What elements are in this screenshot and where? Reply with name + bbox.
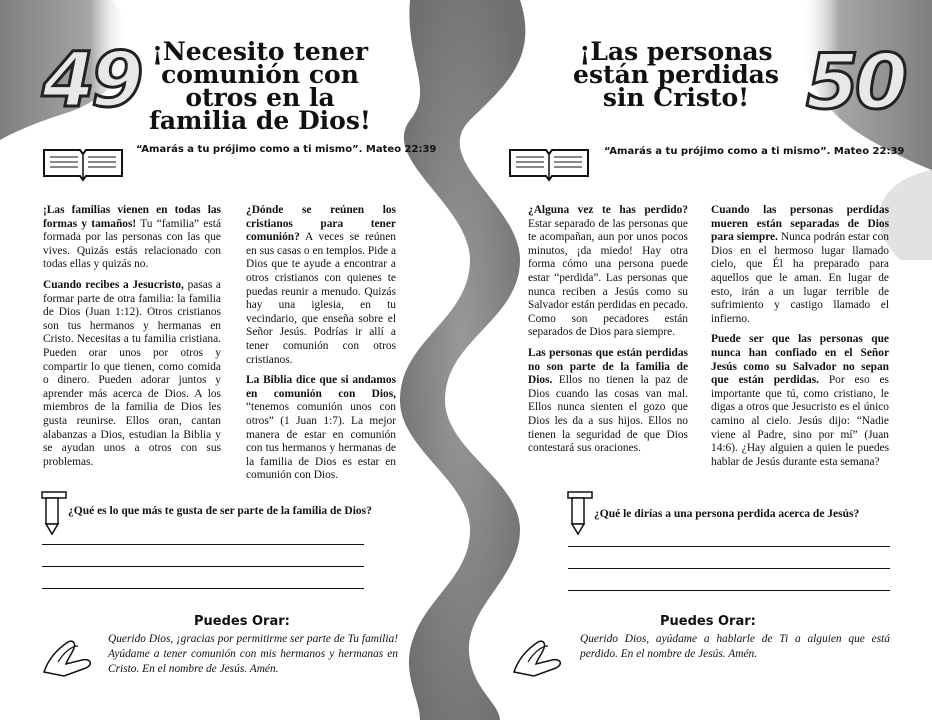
reflection-question: ¿Qué le dirías a una persona perdida acerca de Jesús?	[594, 508, 860, 520]
paragraph-text: pasas a formar parte de otra familia: la familia de Dios (Juan 1:12). Otros cristianos son tus hermanos y hermanas en Cristo. Necesitas a tu familia cristiana. Pueden orar unos por otros y compartir lo que tienen, como comida o dinero. Pueden adorar juntos y aprender más acerca de Dios. A los miembros de la familia de Dios les gusta reunirse. Ellos oran, cantan alabanzas a Dios, estudian la Biblia y se ayudan unos a otros con sus problemas.	[43, 278, 221, 468]
text-column-1	[528, 204, 688, 463]
praying-hands-icon	[38, 632, 100, 678]
prayer-title: Puedes Orar:	[660, 614, 756, 629]
right-page	[466, 0, 932, 720]
text-column-2	[711, 204, 889, 476]
open-bible-icon	[40, 142, 126, 184]
open-bible-icon	[506, 142, 592, 184]
text-column-1	[43, 204, 221, 476]
reflection-question: ¿Qué es lo que más te gusta de ser parte de la familia de Dios?	[68, 505, 372, 517]
page-title	[140, 37, 380, 135]
page-title	[546, 37, 806, 112]
title-line: sin Cristo!	[602, 83, 750, 112]
title-line: familia de Dios!	[149, 106, 371, 135]
paragraph-lead: Cuando las personas perdidas mueren están separadas de Dios para siempre.	[711, 204, 889, 244]
bible-verse: “Amarás a tu prójimo como a ti mismo”. Mateo 22:39	[604, 146, 905, 157]
answer-line[interactable]	[568, 568, 890, 569]
prayer-text: Querido Dios, ayúdame a hablarle de Ti a alguien que está perdido. En el nombre de Jesús. Amén.	[580, 633, 890, 660]
paragraph-text: Tu “familia” está formada por las personas con las que vives. Quizás estás relacionado con todas ellas y quizás no.	[43, 217, 221, 271]
text-column-2	[246, 204, 396, 490]
title-line: comunión con	[161, 60, 359, 89]
paragraph-text: Estar separado de las personas que te acompañan, aun por unos pocos minutos, ¡da miedo! Hay otra forma cómo una persona puede estar “perdida”. Las personas que nunca reciben a Jesús como su Salvador están perdidas en pecado. Como son pecadores están separados de Dios para siempre.	[528, 217, 688, 339]
pencil-icon	[566, 488, 594, 536]
paragraph-lead: ¡Las familias vienen en todas las formas y tamaños!	[43, 204, 221, 230]
title-line: están perdidas	[573, 60, 779, 89]
paragraph-lead: La Biblia dice que si andamos en comunión con Dios,	[246, 374, 396, 400]
title-line: ¡Las personas	[579, 37, 773, 66]
paragraph-text: Nunca podrán estar con Dios en el hermoso lugar llamado cielo, que Él ha preparado para aquellos que le aman. En lugar de esto, irán a un lugar terrible de sufrimiento y castigo llamado el infierno.	[711, 231, 890, 325]
paragraph-text: Por eso es importante que tú, como cristiano, le digas a otros que Jesucristo es el único camino al cielo. Jesús dijo: “Nadie viene al Padre, sino por mí” (Juan 14:6). ¿Hay alguien a quien le puedes hablar de Jesús durante esta semana?	[711, 374, 889, 468]
paragraph-lead: Puede ser que las personas que nunca han confiado en el Señor Jesús como su Salvador no sepan que están perdidas.	[711, 333, 889, 387]
answer-line[interactable]	[42, 544, 364, 545]
praying-hands-icon	[508, 632, 570, 678]
paragraph-text: “tenemos comunión unos con otros” (1 Juan 1:7). La mejor manera de estar en comunión con tus hermanos y hermanas de la familia de Dios es estar en comunión con Dios.	[246, 401, 396, 482]
title-line: ¡Necesito tener	[151, 37, 369, 66]
prayer-text: Querido Dios, ¡gracias por permitirme ser parte de Tu familia! Ayúdame a tener comunión con mis hermanos y hermanas en Cristo. En el nombre de Jesús. Amén.	[108, 633, 398, 675]
paragraph-lead: Las personas que están perdidas no son parte de la familia de Dios.	[528, 346, 688, 387]
prayer-title: Puedes Orar:	[194, 614, 290, 629]
bible-verse: “Amarás a tu prójimo como a ti mismo”. Mateo 22:39	[136, 144, 437, 155]
answer-line[interactable]	[42, 588, 364, 589]
answer-line[interactable]	[42, 566, 364, 567]
paragraph-lead: ¿Alguna vez te has perdido?	[528, 204, 688, 216]
answer-line[interactable]	[568, 590, 890, 591]
answer-line[interactable]	[568, 546, 890, 547]
paragraph-lead: ¿Dónde se reúnen los cristianos para tener comunión?	[246, 204, 396, 244]
page-number: 49	[42, 35, 140, 124]
pencil-icon	[40, 488, 68, 536]
paragraph-text: Ellos no tienen la paz de Dios cuando las cosas van mal. Ellos nunca sienten el gozo que Dios les da a sus hijos. Ellos no tienen la seguridad de que Dios contestará sus oraciones.	[528, 374, 688, 455]
paragraph-lead: Cuando recibes a Jesucristo,	[43, 278, 184, 291]
paragraph-text: A veces se reúnen en sus casas o en templos. Pide a Dios que te ayude a encontrar a otros cristianos con quienes te puedas reunir a menudo. Quizás hay una iglesia, en tu vecindario, que enseña sobre el Señor Jesús. Podrías ir allí a tener comunión con otros cristianos.	[246, 231, 396, 366]
title-line: otros en la	[185, 83, 335, 112]
page-number: 50	[806, 37, 904, 126]
